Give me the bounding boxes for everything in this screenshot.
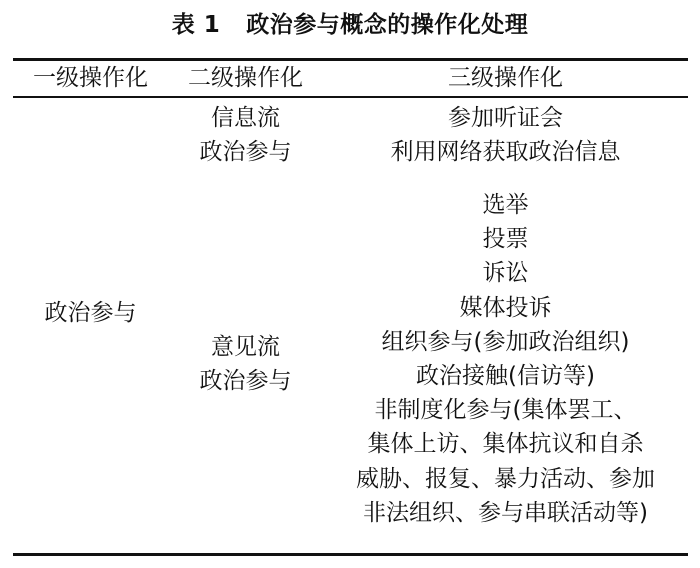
- level3-list-information: [323, 101, 688, 169]
- header-level-1: 一级操作化: [33, 65, 148, 91]
- level3-item: 投票: [482, 226, 529, 253]
- level3-item: 媒体投诉: [459, 294, 552, 321]
- level2-cell-opinion: [168, 330, 323, 398]
- table-caption: [0, 8, 700, 42]
- table-title: 政治参与概念的操作化处理: [246, 12, 529, 38]
- level3-item: 集体上访、集体抗议和自杀: [367, 431, 644, 458]
- level3-item: 政治接触(信访等): [416, 363, 595, 390]
- level2-line: 政治参与: [199, 139, 292, 165]
- level3-item: 诉讼: [482, 260, 529, 287]
- level3-item: 组织参与(参加政治组织): [381, 328, 630, 355]
- level3-item: 非法组织、参与串联活动等): [363, 499, 648, 526]
- level3-item: 利用网络获取政治信息: [390, 139, 621, 166]
- level2-cell-information: [168, 101, 323, 169]
- level3-list-opinion: [323, 188, 688, 530]
- level3-item: 选举: [482, 192, 529, 218]
- table-number: 表 1: [171, 12, 221, 38]
- level3-item: 威胁、报复、暴力活动、参加: [356, 465, 655, 492]
- header-level-3: 三级操作化: [448, 65, 563, 91]
- header-rule: [13, 96, 688, 98]
- level1-cell: 政治参与: [44, 300, 137, 326]
- level2-line: 信息流: [211, 105, 280, 131]
- level3-item: 非制度化参与(集体罢工、: [374, 397, 637, 424]
- header-level-2: 二级操作化: [188, 65, 303, 91]
- level2-line: 政治参与: [199, 368, 292, 394]
- bottom-rule: [13, 553, 688, 556]
- level3-item: 参加听证会: [448, 105, 563, 131]
- level2-line: 意见流: [211, 334, 280, 360]
